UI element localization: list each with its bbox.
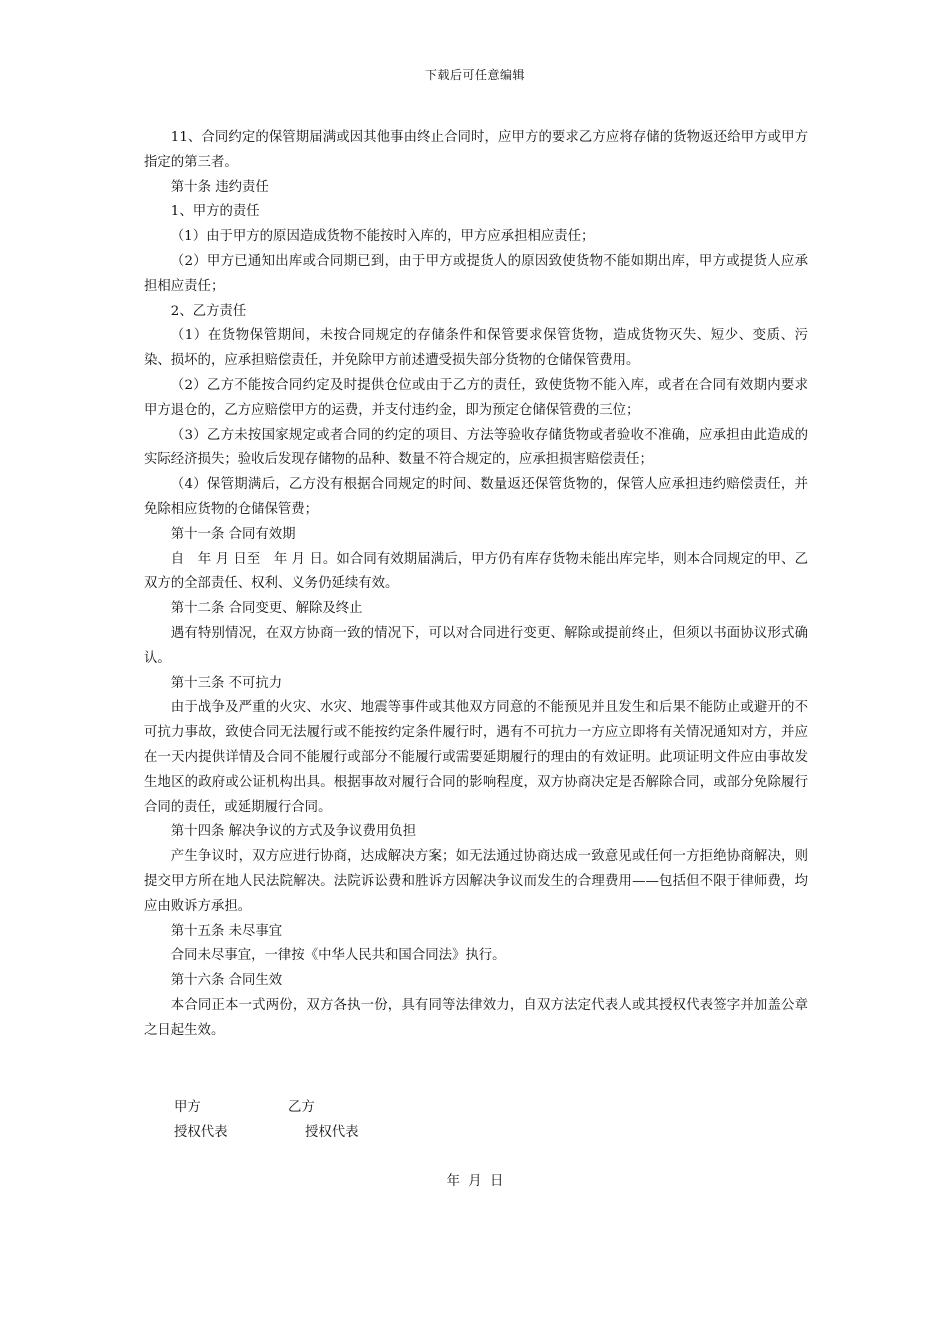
article-16-heading: 第十六条 合同生效: [170, 973, 283, 989]
clause-11-return-goods: 11、合同约定的保管期届满或因其他事由终止合同时，应甲方的要求乙方应将存储的货物返还给甲方或甲方指定的第三者。: [144, 130, 808, 170]
article-12-text: 遇有特别情况，在双方协商一致的情况下，可以对合同进行变更、解除或提前终止，但须以书面协议形式确认。: [144, 625, 808, 666]
article-12-heading: 第十二条 合同变更、解除及终止: [170, 601, 363, 617]
party-a-liability-1: （1）由于甲方的原因造成货物不能按时入库的，甲方应承担相应责任；: [170, 229, 595, 245]
article-11-heading: 第十一条 合同有效期: [170, 526, 296, 542]
signature-reps-row: [174, 1121, 359, 1145]
party-b-rep-label: 授权代表: [305, 1125, 359, 1140]
party-a-label: 甲方: [174, 1100, 201, 1115]
article-13-heading: 第十三条 不可抗力: [170, 675, 283, 691]
article-10-heading: 第十条 违约责任: [170, 179, 269, 195]
party-a-liability-2: （2）甲方已通知出库或合同期已到，由于甲方或提货人的原因致使货物不能如期出库，甲方或提货人应承担相应责任；: [144, 253, 808, 294]
party-b-liability-4: （4）保管期满后，乙方没有根据合同规定的时间、数量返还保管货物的，保管人应承担违约赔偿责任，并免除相应货物的仓储保管费；: [144, 477, 808, 517]
header-note: 下载后可任意编辑: [424, 68, 525, 82]
contract-body: [144, 126, 808, 1043]
article-15-heading: 第十五条 未尽事宜: [170, 923, 283, 939]
article-13-text: 由于战争及严重的火灾、水灾、地震等事件或其他双方同意的不能预见并且发生和后果不能防止或避开的不可抗力事故，致使合同无法履行或不能按约定条件履行时，遇有不可抗力一方应立即将有关情况通知对方，并应在一天内提供详情及合同不能履行或部分不能履行或需要延期履行的理由的有效证明。此项证明文件应由事故发生地区的政府或公证机构出具。根据事故对履行合同的影响程度，双方协商决定是否解除合同，或部分免除履行合同的责任，或延期履行合同。: [144, 700, 808, 815]
article-14-text: 产生争议时，双方应进行协商，达成解决方案；如无法通过协商达成一致意见或任何一方拒绝协商解决，则提交甲方所在地人民法院解决。法院诉讼费和胜诉方因解决争议而发生的合理费用——包括但不限于律师费，均应由败诉方承担。: [144, 849, 808, 914]
article-11-text: 自 年 月 日至 年 月 日。如合同有效期届满后，甲方仍有库存货物未能出库完毕，则本合同规定的甲、乙双方的全部责任、权利、义务仍延续有效。: [144, 551, 808, 592]
party-b-label: 乙方: [288, 1100, 315, 1115]
signature-parties-row: [174, 1096, 315, 1120]
article-16-text: 本合同正本一式两份，双方各执一份，具有同等法律效力，自双方法定代表人或其授权代表签字并加盖公章之日起生效。: [144, 997, 808, 1038]
party-b-liability-1: （1）在货物保管期间，未按合同规定的存储条件和保管要求保管货物，造成货物灭失、短少、变质、污染、损坏的，应承担赔偿责任，并免除甲方前述遭受损失部分货物的仓储保管费用。: [144, 328, 808, 369]
party-a-liability-heading: 1、甲方的责任: [170, 204, 260, 220]
article-15-text: 合同未尽事宜，一律按《中华人民共和国合同法》执行。: [170, 948, 506, 964]
party-b-liability-2: （2）乙方不能按合同约定及时提供仓位或由于乙方的责任，致使货物不能入库，或者在合同有效期内要求甲方退仓的，乙方应赔偿甲方的运费，并支付违约金，即为预定仓储保管费的三位；: [144, 377, 808, 418]
signature-date: 年 月 日: [446, 1174, 504, 1189]
article-14-heading: 第十四条 解决争议的方式及争议费用负担: [170, 824, 417, 840]
party-b-liability-3: （3）乙方未按国家规定或者合同的约定的项目、方法等验收存储货物或者验收不准确，应承担由此造成的实际经济损失；验收后发现存储物的品种、数量不符合规定的，应承担损害赔偿责任；: [144, 427, 808, 468]
party-b-liability-heading: 2、乙方责任: [170, 303, 247, 319]
party-a-rep-label: 授权代表: [174, 1125, 228, 1140]
